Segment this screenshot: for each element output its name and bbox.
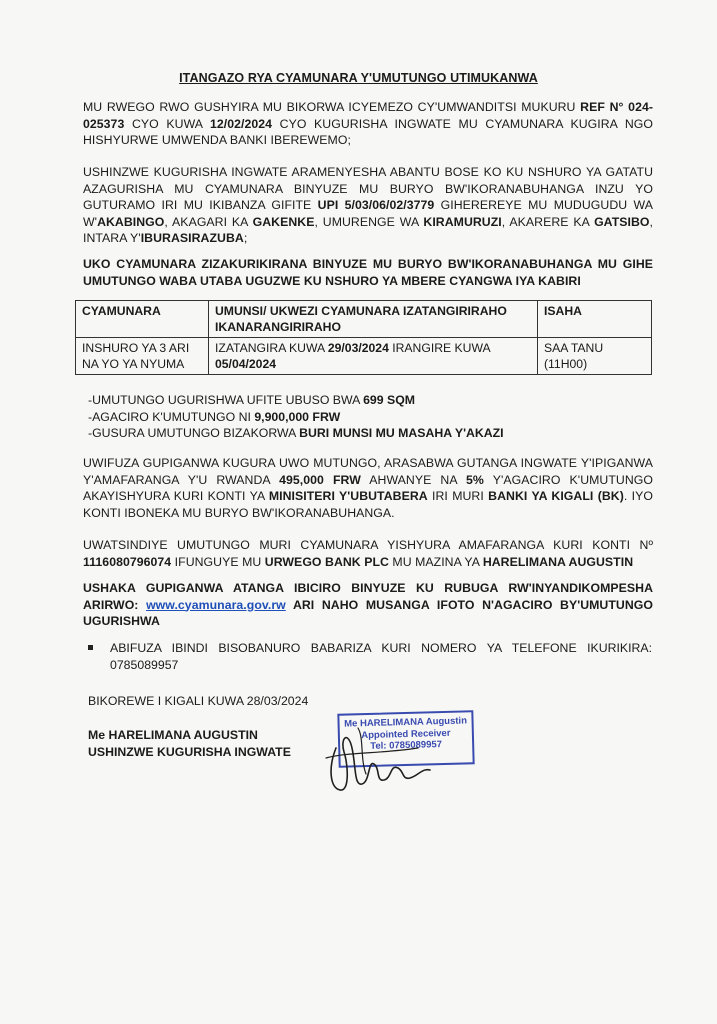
deposit-bank: BANKI YA KIGALI (BK) (488, 489, 624, 503)
fact-value: -AGACIRO K'UMUTUNGO NI 9,900,000 FRW (88, 409, 341, 424)
property-facts (88, 392, 504, 442)
cell: GAKENKE (252, 214, 315, 229)
fact-visit: -GUSURA UMUTUNGO BIZAKORWA BURI MUNSI MU MASAHA Y'AKAZI (88, 426, 504, 440)
official-stamp: Me HARELIMANA Augustin Appointed Receiver Tel: 0785089957 (337, 710, 474, 768)
sector: KIRAMURUZI (423, 214, 502, 229)
contact-bullet (88, 640, 652, 673)
table-header-row (76, 301, 652, 338)
end-date: 05/04/2024 (215, 357, 276, 371)
account-number: 1116080796074 (83, 554, 172, 569)
cell-dates: IZATANGIRA KUWA 29/03/2024 IRANGIRE KUWA 05/04/2024 (209, 338, 538, 375)
ministry: MINISITERI Y'UBUTABERA (268, 489, 428, 503)
header-auction: CYAMUNARA (76, 301, 209, 338)
signature-icon (318, 708, 438, 798)
table-row (76, 338, 652, 375)
payment-bank: URWEGO BANK PLC (264, 554, 389, 569)
fact-area: -UMUTUNGO UGURISHWA UFITE UBUSO BWA 699 SQM (88, 393, 416, 407)
paragraph-property: USHINZWE KUGURISHA INGWATE ARAMENYESHA ABANTU BOSE KO KU NSHURO YA GATATU AZAGURISHA MU CYAMUNARA BINYUZE MU BURYO BW'IKORANABUHANGA INZU YO GUTURAMO IRI MU IKIBANZA GIFITE UPI 5/03/06/02/3779 GIHEREREYE MU MUDUGUDU WA W'AKABINGO, AKAGARI KA GAKENKE, UMURENGE WA KIRAMURUZI, AKARERE KA GATSIBO, INTARA Y'IBURASIRAZUBA; (83, 165, 653, 245)
start-date: 29/03/2024 (327, 341, 389, 355)
paragraph-deposit: UWIFUZA GUPIGANWA KUGURA UWO MUTUNGO, ARASABWA GUTANGA INGWATE Y'IPIGANWA Y'AMAFARANGA Y'U RWANDA 495,000 FRW AHWANYE NA 5% Y'AGACIRO K'UMUTUNGO AKAYISHYURA KURI KONTI YA MINISITERI Y'UBUTABERA IRI MURI BANKI YA KIGALI (BK). IYO KONTI IBONEKA MU BURYO BW'IKORANABUHANGA. (83, 456, 654, 520)
paragraph-schedule-intro: UKO CYAMUNARA ZIZAKURIKIRANA BINYUZE MU BURYO BW'IKORANABUHANGA MU GIHE UMUTUNGO WABA UTABA UGUZWE KU NSHURO YA MBERE CYANGWA IYA KABIRI (83, 257, 653, 288)
signer-name: Me HARELIMANA AUGUSTIN (88, 728, 258, 742)
district: GATSIBO (594, 214, 650, 229)
header-dates: UMUNSI/ UKWEZI CYAMUNARA IZATANGIRIRAHO IKANARANGIRIRAHO (209, 301, 538, 338)
province: IBURASIRAZUBA (140, 231, 244, 245)
upi-number: UPI 5/03/06/02/3779 (317, 198, 435, 212)
header-time: ISAHA (538, 301, 652, 338)
signer-role: USHINZWE KUGURISHA INGWATE (88, 744, 291, 759)
deposit-amount: 495,000 FRW (279, 472, 361, 487)
account-holder: HARELIMANA AUGUSTIN (482, 554, 634, 569)
paragraph-payment: UWATSINDIYE UMUTUNGO MURI CYAMUNARA YISHYURA AMAFARANGA KURI KONTI Nº 1116080796074 IFUNGUYE MU URWEGO BANK PLC MU MAZINA YA HARELIMANA AUGUSTIN (83, 538, 653, 569)
village: AKABINGO (97, 214, 165, 229)
dateline: BIKOREWE I KIGALI KUWA 28/03/2024 (88, 694, 309, 708)
signer-block (88, 727, 291, 760)
paragraph-bidding: USHAKA GUPIGANWA ATANGA IBICIRO BINYUZE KU RUBUGA RW'INYANDIKOMPESHA ARIRWO: www.cyamunara.gov.rw ARI NAHO MUSANGA IFOTO N'AGACIRO BY'UMUTUNGO UGURISHWA (83, 581, 653, 628)
document-title: ITANGAZO RYA CYAMUNARA Y'UMUTUNGO UTIMUKANWA (179, 71, 538, 85)
auction-schedule-table (75, 300, 652, 375)
decision-date: 12/02/2024 (209, 116, 273, 131)
auction-website-link[interactable]: www.cyamunara.gov.rw (146, 597, 286, 612)
contact-text: ABIFUZA IBINDI BISOBANURO BABARIZA KURI NOMERO YA TELEFONE IKURIKIRA: 0785089957 (110, 641, 652, 672)
bullet-icon (88, 645, 93, 650)
deposit-percent: 5% (466, 472, 484, 487)
cell-round: INSHURO YA 3 ARI NA YO YA NYUMA (76, 338, 209, 375)
paragraph-decision: MU RWEGO RWO GUSHYIRA MU BIKORWA ICYEMEZO CY'UMWANDITSI MUKURU REF N° 024-025373 CYO KUWA 12/02/2024 CYO KUGURISHA INGWATE MU CYAMUNARA KUGIRA NGO HISHYURWE UMWENDA BANKI IBEREWEMO; (83, 100, 653, 147)
cell-time: SAA TANU (11H00) (538, 338, 652, 375)
reference-number: REF N° 024-025373 (83, 100, 653, 131)
